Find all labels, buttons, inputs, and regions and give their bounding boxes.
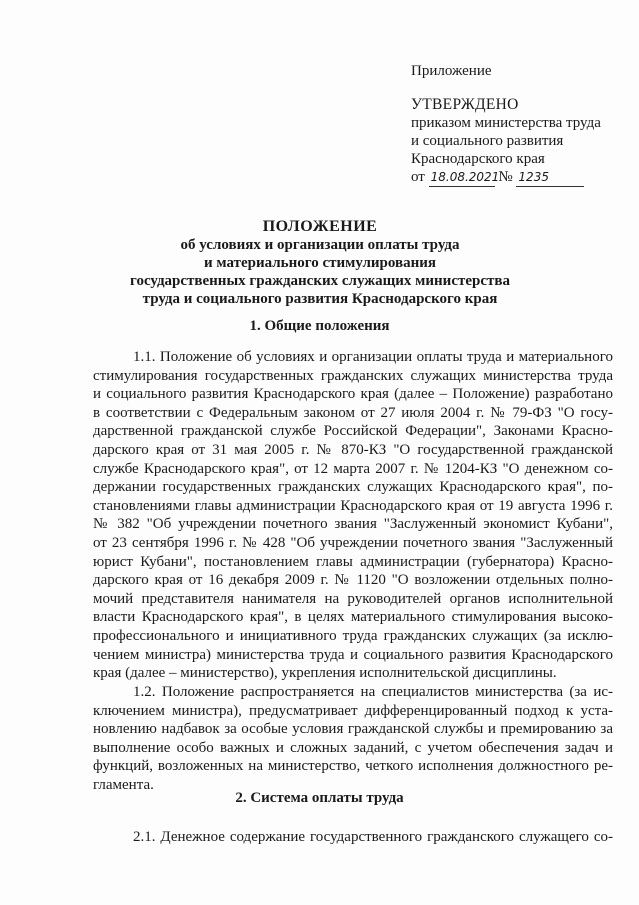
text-line: и социального развития Краснодарского края (далее – Положение) разработано <box>93 386 613 403</box>
text-line: функций, возложенных на министерство, четкого исполнения должностного ре- <box>93 758 613 775</box>
title-line: государственных гражданских служащих министерства <box>130 273 510 289</box>
from-label: от <box>411 169 425 185</box>
text-line: гламента. <box>93 776 154 793</box>
document-title <box>120 218 520 308</box>
approval-line: и социального развития <box>411 133 564 149</box>
text-line: профессионального и инициативного труда гражданских служащих (за исклю- <box>93 627 613 644</box>
text-line: мочий представителя нанимателя на руководителей органов исполнительной <box>93 590 613 607</box>
text-line: становлениями главы администрации Краснодарского края от 19 августа 1996 г. <box>93 497 613 514</box>
text-line: № 382 "Об учреждении почетного звания "Заслуженный экономист Кубани", <box>93 516 613 533</box>
text-line: от 23 сентября 1996 г. № 428 "Об учреждении почетного звания "Заслуженный <box>93 534 613 551</box>
text-line: дарского края от 16 декабря 2009 г. № 1120 "О возложении отдельных полно- <box>93 572 613 589</box>
text-line: новлению надбавок за особые условия гражданской службы и премированию за <box>93 721 613 738</box>
order-date-number-line <box>411 168 621 187</box>
title-line: труда и социального развития Краснодарского края <box>142 291 498 307</box>
text-line: 1.2. Положение распространяется на специалистов министерства (за ис- <box>133 684 613 700</box>
text-line: выполнение особо важных и сложных заданий, с учетом обеспечения задач и <box>93 739 613 756</box>
title-line: об условиях и организации оплаты труда <box>180 237 460 253</box>
approval-line: Краснодарского края <box>411 151 545 167</box>
appendix-label: Приложение <box>411 63 492 79</box>
text-line: дарского края от 31 мая 2005 г. № 870-КЗ "О государственной гражданской <box>93 441 613 458</box>
paragraph-1-2 <box>93 683 613 795</box>
section-heading: 2. Система оплаты труда <box>235 790 404 806</box>
text-line: 1.1. Положение об условиях и организации оплаты труда и материального <box>133 349 613 365</box>
text-line: края (далее – министерство), укрепления исполнительской дисциплины. <box>93 665 557 682</box>
text-line: ключением министра), предусматривает дифференцированный подход к уста- <box>93 702 613 719</box>
approval-block <box>411 62 621 187</box>
text-line: чением министра) министерства труда и социального развития Краснодарского <box>93 646 613 663</box>
text-line: в соответствии с Федеральным законом от 27 июля 2004 г. № 79-ФЗ "О госу- <box>93 404 613 421</box>
text-line: дарственной гражданской службе Российской Федерации", Законами Красно- <box>93 423 613 440</box>
text-line: держании государственных гражданских служащих Краснодарского края", по- <box>93 479 613 496</box>
approved-label: УТВЕРЖДЕНО <box>411 96 519 113</box>
section-heading: 1. Общие положения <box>249 318 390 334</box>
paragraph-2-1 <box>93 828 613 847</box>
handwritten-number: 1235 <box>516 168 584 187</box>
number-label: № <box>498 169 513 185</box>
text-line: службе Краснодарского края", от 12 марта 2007 г. № 1204-КЗ "О денежном со- <box>93 460 613 477</box>
text-line: юрист Кубани", постановлением главы администрации (губернатора) Красно- <box>93 553 613 570</box>
title-line: и материального стимулирования <box>204 255 436 271</box>
title-main: ПОЛОЖЕНИЕ <box>262 218 378 235</box>
text-line: власти Краснодарского края", в целях материального стимулирования высоко- <box>93 609 613 626</box>
paragraph-1-1 <box>93 348 613 683</box>
text-line: стимулирования государственных гражданских служащих министерства труда <box>93 367 613 384</box>
text-line: 2.1. Денежное содержание государственного гражданского служащего со- <box>133 829 613 845</box>
handwritten-date: 18.08.2021 <box>429 168 495 187</box>
approval-line: приказом министерства труда <box>411 115 601 131</box>
